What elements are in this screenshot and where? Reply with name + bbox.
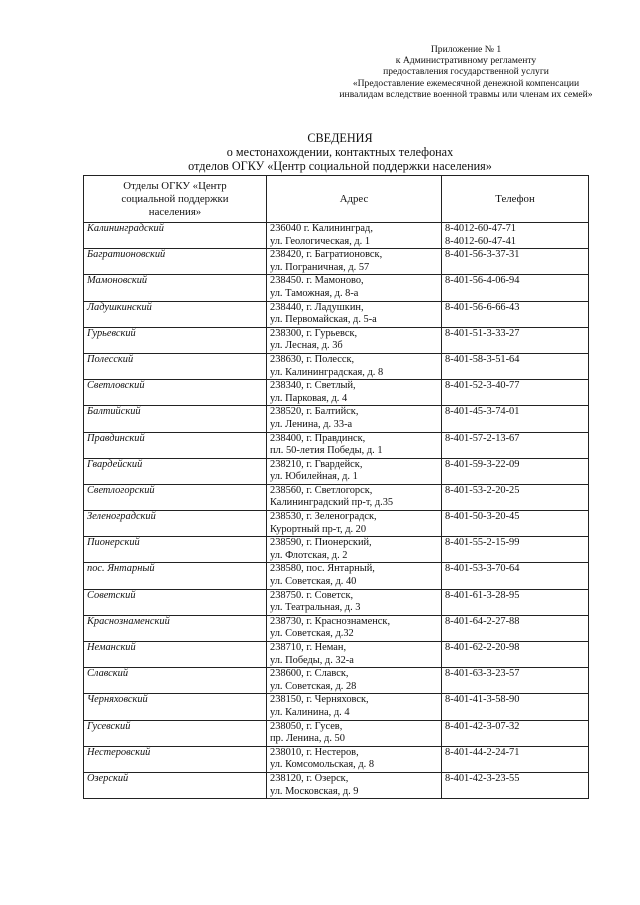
department-name: Светлогорский [84,484,267,510]
phone-cell [442,563,589,589]
department-name: Озерский [84,772,267,798]
address-line: 238630, г. Полесск, [270,353,355,365]
department-name: Нестеровский [84,746,267,772]
department-name: Гвардейский [84,458,267,484]
department-name: Черняховский [84,694,267,720]
phone-cell [442,432,589,458]
address-cell [267,458,442,484]
address-cell [267,275,442,301]
department-name: Калининградский [84,223,267,249]
department-name: Советский [84,589,267,615]
phone-number: 8-401-62-2-20-98 [445,642,520,653]
phone-cell [442,772,589,798]
table-row [84,642,589,668]
table-row [84,772,589,798]
phone-cell [442,353,589,379]
department-name: Светловский [84,380,267,406]
department-name: Правдинский [84,432,267,458]
table-row [84,563,589,589]
table-row [84,694,589,720]
address-line: ул. Московская, д. 9 [270,785,359,797]
address-line: 238590, г. Пионерский, [270,537,372,549]
phone-cell [442,720,589,746]
table-row [84,275,589,301]
address-line: 238600, г. Славск, [270,668,349,680]
phone-number: 8-4012-60-47-71 [445,223,516,234]
phone-cell [442,694,589,720]
phone-number: 8-401-56-4-06-94 [445,275,520,287]
address-cell [267,511,442,537]
address-line: 238440, г. Ладушкин, [270,301,364,313]
address-cell [267,642,442,668]
address-cell [267,380,442,406]
address-cell [267,563,442,589]
phone-cell [442,249,589,275]
table-row [84,458,589,484]
address-cell [267,223,442,249]
address-cell [267,772,442,798]
department-name: пос. Янтарный [84,563,267,589]
address-line: ул. Советская, д. 40 [270,576,357,588]
address-line: ул. Победы, д. 32-а [270,654,354,666]
appendix-block [318,44,614,100]
phone-number: 8-401-50-3-20-45 [445,511,520,523]
address-line: ул. Ленина, д. 33-а [270,418,353,430]
department-name: Зеленоградский [84,511,267,537]
address-line: Калининградский пр-т, д.35 [270,497,394,509]
address-cell [267,327,442,353]
address-line: ул. Парковая, д. 4 [270,392,348,404]
phone-number: 8-401-53-3-70-64 [445,563,520,575]
address-cell [267,432,442,458]
phone-cell [442,458,589,484]
address-line: 238450. г. Мамоново, [270,275,364,287]
address-line: ул. Флотская, д. 2 [270,549,348,561]
address-line: 238560, г. Светлогорск, [270,484,373,496]
address-line: 238120, г. Озерск, [270,772,349,784]
appendix-line: Приложение № 1 [430,44,502,55]
table-row [84,537,589,563]
department-name: Славский [84,668,267,694]
address-line: 238400, г. Правдинск, [270,432,366,444]
phone-cell [442,537,589,563]
document-subtitle: отделов ОГКУ «Центр социальной поддержки населения» [188,159,492,173]
document-heading [95,131,585,173]
address-cell [267,353,442,379]
phone-number: 8-401-55-2-15-99 [445,537,520,549]
phone-number: 8-401-59-3-22-09 [445,458,520,470]
address-line: 238580, пос. Янтарный, [270,563,375,575]
phone-cell [442,406,589,432]
document-title: СВЕДЕНИЯ [307,131,373,145]
table-row [84,668,589,694]
table-row [84,746,589,772]
address-line: Курортный пр-т, д. 20 [270,523,367,535]
phone-number: 8-401-56-3-37-31 [445,249,520,261]
address-line: ул. Таможная, д. 8-а [270,287,359,299]
appendix-line: «Предоставление ежемесячной денежной компенсации [352,77,580,89]
department-name: Неманский [84,642,267,668]
address-line: ул. Первомайская, д. 5-а [270,314,377,326]
address-cell [267,694,442,720]
address-line: ул. Калининградская, д. 8 [270,366,384,378]
phone-cell [442,668,589,694]
phone-number: 8-401-61-3-28-95 [445,589,520,601]
phone-number: 8-401-42-3-23-55 [445,772,520,784]
address-line: 236040 г. Калининград, [270,223,373,234]
address-line: 238530, г. Зеленоградск, [270,511,377,523]
department-name: Гурьевский [84,327,267,353]
department-name: Гусевский [84,720,267,746]
phone-number: 8-401-42-3-07-32 [445,720,520,732]
address-cell [267,484,442,510]
phone-number: 8-401-64-2-27-88 [445,615,520,627]
table-row [84,249,589,275]
phone-cell [442,275,589,301]
table-row [84,380,589,406]
appendix-line: инвалидам вследствие военной травмы или членам их семей» [339,88,593,100]
address-line: ул. Комсомольская, д. 8 [270,759,375,771]
phone-number: 8-401-45-3-74-01 [445,406,520,418]
department-name: Краснознаменский [84,615,267,641]
address-cell [267,720,442,746]
header-address: Адрес [267,176,442,223]
address-line: 238340, г. Светлый, [270,380,356,392]
address-line: ул. Пограничная, д. 57 [270,261,370,273]
table-row [84,353,589,379]
address-cell [267,301,442,327]
address-cell [267,589,442,615]
table-row [84,327,589,353]
phone-number: 8-401-56-6-66-43 [445,301,520,313]
phone-number: 8-401-58-3-51-64 [445,353,520,365]
address-line: 238520, г. Балтийск, [270,406,359,418]
address-cell [267,406,442,432]
address-line: 238730, г. Краснознаменск, [270,615,391,627]
appendix-line: предоставления государственной услуги [383,66,549,78]
address-line: 238210, г. Гвардейск, [270,458,363,470]
address-line: 238150, г. Черняховск, [270,694,369,706]
phone-cell [442,511,589,537]
address-line: 238750. г. Советск, [270,589,354,601]
address-line: ул. Юбилейная, д. 1 [270,471,358,483]
address-line: ул. Калинина, д. 4 [270,706,350,718]
phone-number: 8-401-44-2-24-71 [445,746,520,758]
phone-number: 8-4012-60-47-41 [445,235,516,247]
address-line: 238300, г. Гурьевск, [270,327,358,339]
address-cell [267,615,442,641]
address-line: ул. Лесная, д. 3б [270,340,343,352]
phone-cell [442,327,589,353]
table-row [84,301,589,327]
department-name: Мамоновский [84,275,267,301]
department-name: Багратионовский [84,249,267,275]
address-line: 238050, г. Гусев, [270,720,343,732]
address-cell [267,746,442,772]
address-line: пл. 50-летия Победы, д. 1 [270,445,383,457]
department-name: Полесский [84,353,267,379]
table-row [84,223,589,249]
table-body [84,223,589,799]
table-row [84,432,589,458]
table-row [84,615,589,641]
table-row [84,484,589,510]
department-name: Ладушкинский [84,301,267,327]
phone-number: 8-401-51-3-33-27 [445,327,520,339]
address-cell [267,537,442,563]
department-name: Балтийский [84,406,267,432]
table-header-row [84,176,589,223]
phone-number: 8-401-57-2-13-67 [445,432,520,444]
address-line: ул. Геологическая, д. 1 [270,235,371,247]
header-departments: Отделы ОГКУ «Центр социальной поддержки населения» [84,176,267,223]
appendix-line: к Административному регламенту [395,55,537,67]
phone-cell [442,301,589,327]
phone-cell [442,223,589,249]
phone-number: 8-401-63-3-23-57 [445,668,520,680]
address-cell [267,668,442,694]
address-line: 238010, г. Нестеров, [270,746,359,758]
phone-cell [442,615,589,641]
phone-number: 8-401-52-3-40-77 [445,380,520,392]
phone-cell [442,380,589,406]
phone-cell [442,642,589,668]
address-line: 238710, г. Неман, [270,642,347,653]
table-row [84,589,589,615]
phone-number: 8-401-41-3-58-90 [445,694,520,706]
address-line: ул. Театральная, д. 3 [270,602,361,614]
address-line: ул. Советская, д. 28 [270,680,357,692]
phone-cell [442,746,589,772]
table-row [84,406,589,432]
table-row [84,511,589,537]
phone-cell [442,589,589,615]
address-cell [267,249,442,275]
address-line: 238420, г. Багратионовск, [270,249,383,261]
table-row [84,720,589,746]
document-subtitle: о местонахождении, контактных телефонах [226,145,454,159]
header-phone: Телефон [442,176,589,223]
departments-table [83,175,589,799]
department-name: Пионерский [84,537,267,563]
address-line: пр. Ленина, д. 50 [270,733,345,745]
phone-number: 8-401-53-2-20-25 [445,484,520,496]
phone-cell [442,484,589,510]
address-line: ул. Советская, д.32 [270,628,354,640]
